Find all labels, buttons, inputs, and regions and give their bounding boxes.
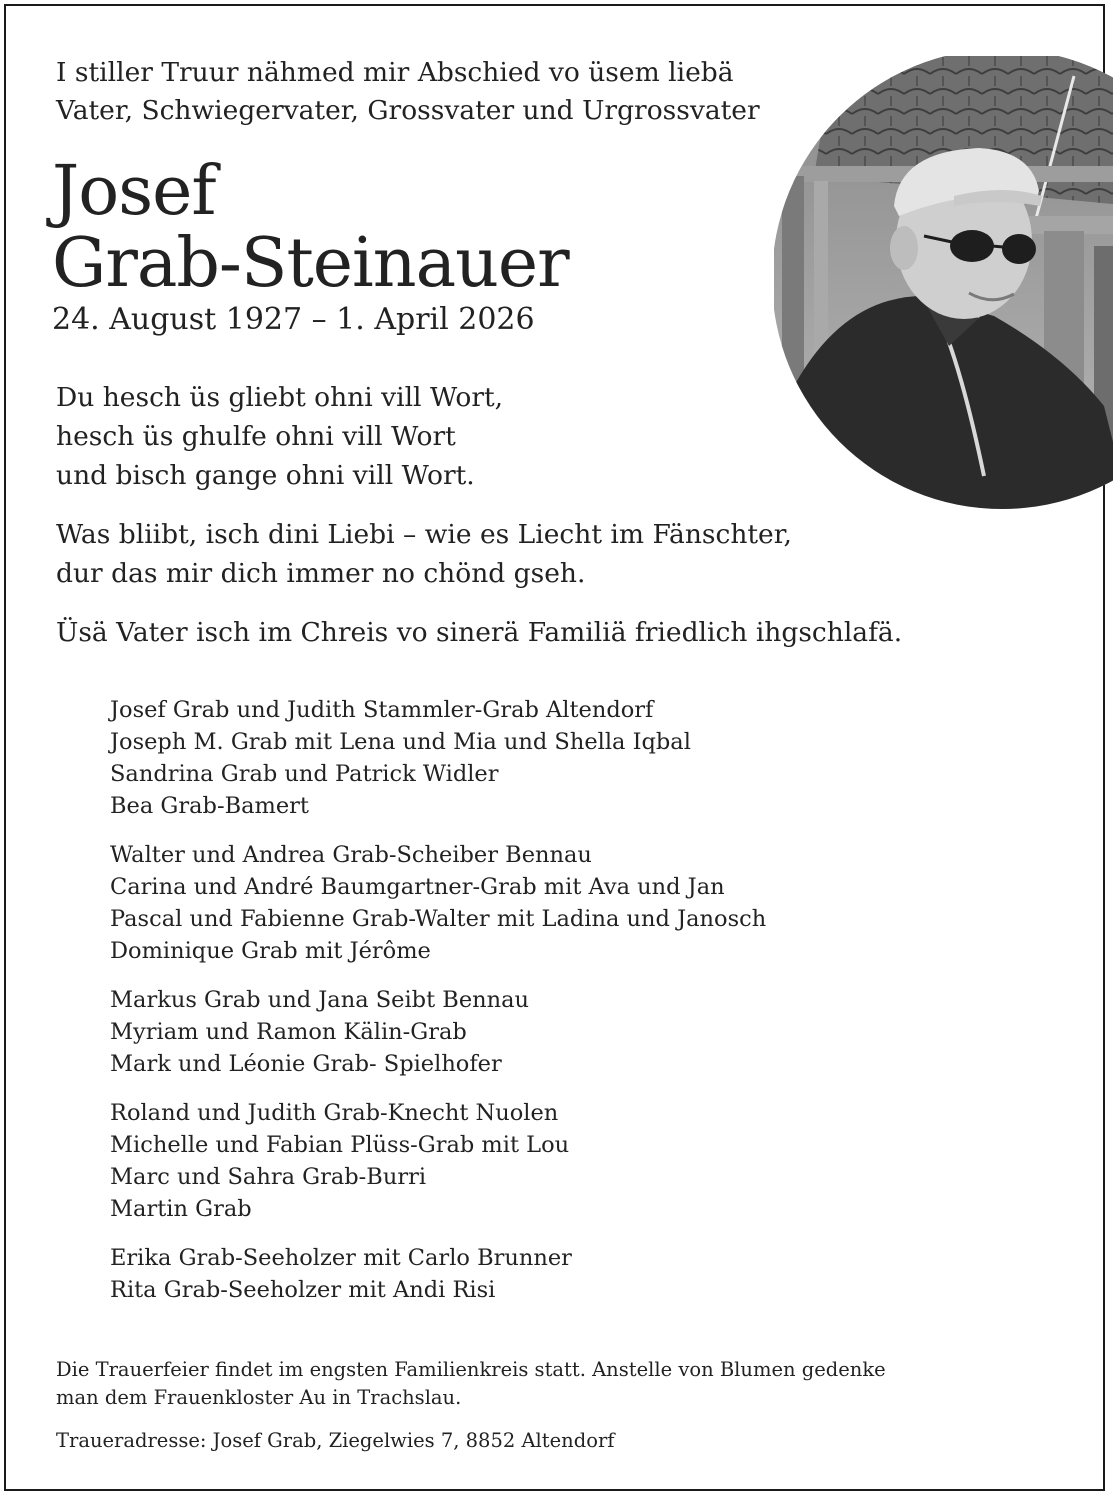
mourner-line: Sandrina Grab und Patrick Widler bbox=[110, 761, 499, 787]
portrait-photo bbox=[774, 56, 1113, 526]
last-name: Grab-Steinauer bbox=[52, 224, 569, 303]
mourner-line: Bea Grab-Bamert bbox=[110, 793, 309, 819]
mourner-line: Roland und Judith Grab-Knecht Nuolen bbox=[110, 1100, 559, 1126]
mourner-line: Markus Grab und Jana Seibt Bennau bbox=[110, 987, 530, 1013]
deceased-name bbox=[52, 152, 569, 303]
notice-line: man dem Frauenkloster Au in Trachslau. bbox=[56, 1386, 462, 1409]
first-name: Josef bbox=[52, 152, 216, 231]
mourner-line: Erika Grab-Seeholzer mit Carlo Brunner bbox=[110, 1245, 572, 1271]
mourner-line: Marc und Sahra Grab-Burri bbox=[110, 1164, 427, 1190]
poem-line: Was bliibt, isch dini Liebi – wie es Liecht im Fänschter, bbox=[56, 519, 792, 550]
life-dates: 24. August 1927 – 1. April 2026 bbox=[52, 302, 535, 337]
intro-line: Vater, Schwiegervater, Grossvater und Urgrossvater bbox=[56, 95, 760, 126]
mourner-line: Myriam und Ramon Kälin-Grab bbox=[110, 1019, 467, 1045]
obituary-card bbox=[4, 4, 1105, 1491]
family-group bbox=[110, 1097, 766, 1225]
mourner-line: Pascal und Fabienne Grab-Walter mit Ladina und Janosch bbox=[110, 906, 767, 932]
poem-stanza-2 bbox=[56, 515, 792, 593]
mourner-line: Mark und Léonie Grab- Spielhofer bbox=[110, 1051, 502, 1077]
funeral-notice bbox=[56, 1356, 886, 1455]
mourner-line: Joseph M. Grab mit Lena und Mia und Shella Iqbal bbox=[110, 729, 691, 755]
family-group bbox=[110, 694, 766, 822]
notice-line: Die Trauerfeier findet im engsten Familienkreis statt. Anstelle von Blumen gedenke bbox=[56, 1358, 886, 1381]
poem-stanza-3 bbox=[56, 613, 902, 652]
mourner-line: Walter und Andrea Grab-Scheiber Bennau bbox=[110, 842, 592, 868]
mourner-line: Michelle und Fabian Plüss-Grab mit Lou bbox=[110, 1132, 570, 1158]
poem-line: dur das mir dich immer no chönd gseh. bbox=[56, 558, 586, 589]
mourner-line: Dominique Grab mit Jérôme bbox=[110, 938, 431, 964]
intro-line: I stiller Truur nähmed mir Abschied vo üsem liebä bbox=[56, 57, 734, 88]
mourner-line: Rita Grab-Seeholzer mit Andi Risi bbox=[110, 1277, 496, 1303]
mourning-address: Traueradresse: Josef Grab, Ziegelwies 7, 8852 Altendorf bbox=[56, 1429, 615, 1452]
poem-stanza-1 bbox=[56, 378, 503, 495]
mourner-line: Josef Grab und Judith Stammler-Grab Altendorf bbox=[110, 697, 654, 723]
family-group bbox=[110, 984, 766, 1080]
poem-line: Du hesch üs gliebt ohni vill Wort, bbox=[56, 382, 504, 413]
poem-line: hesch üs ghulfe ohni vill Wort bbox=[56, 421, 456, 452]
mourner-line: Carina und André Baumgartner-Grab mit Ava und Jan bbox=[110, 874, 725, 900]
family-group bbox=[110, 1242, 766, 1306]
poem-line: Üsä Vater isch im Chreis vo sinerä Familiä friedlich ihgschlafä. bbox=[56, 617, 903, 648]
mourner-line: Martin Grab bbox=[110, 1196, 252, 1222]
family-group bbox=[110, 839, 766, 967]
intro-text bbox=[56, 54, 760, 130]
poem-line: und bisch gange ohni vill Wort. bbox=[56, 460, 475, 491]
mourners-list bbox=[110, 694, 766, 1323]
